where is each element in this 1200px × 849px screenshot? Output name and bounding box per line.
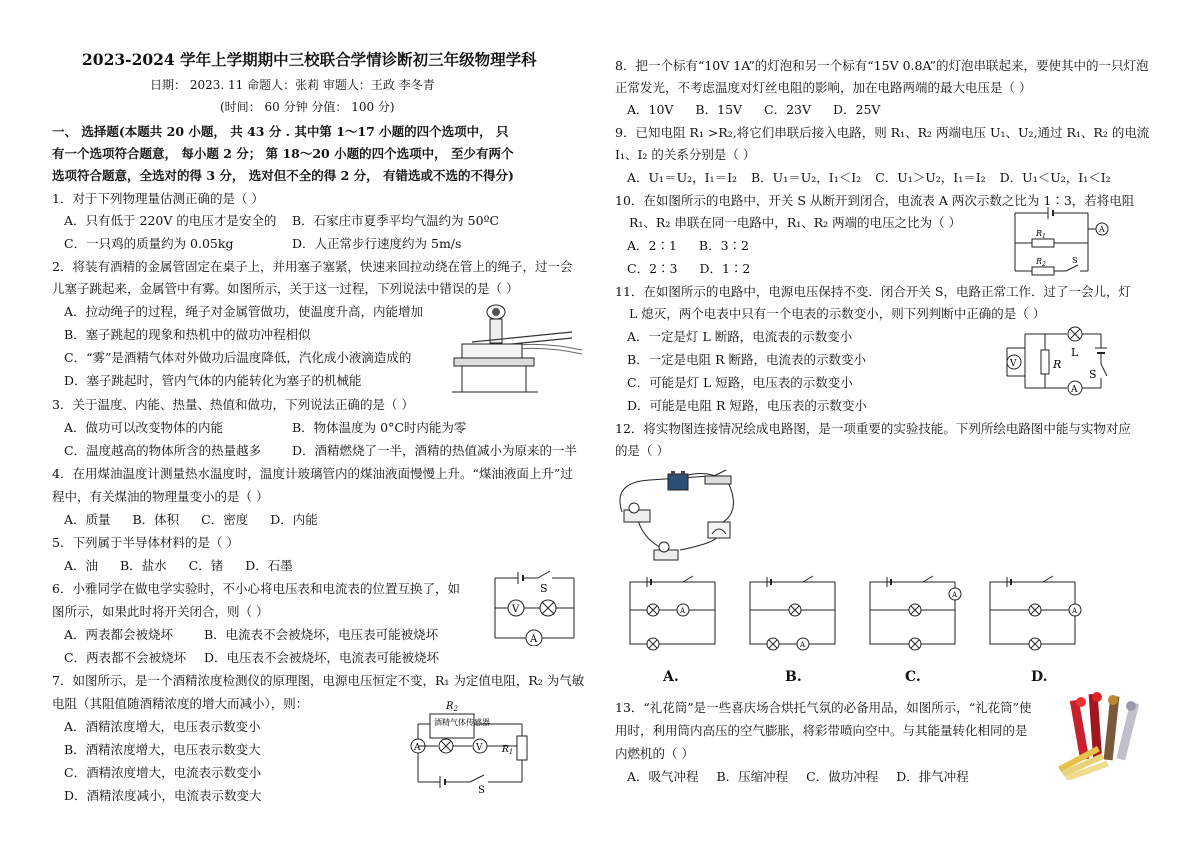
q9-stem-1: 9．已知电阻 R₁ >R₂,将它们串联后接入电路，则 R₁、R₂ 两端电压 U₁、U₂,通过 R₁、R₂ 的电流 [615,125,1150,140]
q12-circuit-d [990,576,1081,650]
q2-tube-apparatus-figure [452,302,592,397]
q6-option-c: C．两表都不会被烧坏 [64,650,187,665]
q2-stem-1: 2．将装有酒精的金属管固定在桌子上，并用塞子塞紧，快速来回拉动绕在管上的绳子，过一会 [52,259,573,274]
svg-text:S: S [540,582,548,595]
q1-stem: 1．对于下列物理量估测正确的是（ ） [52,191,264,206]
q10-stem-1: 10．在如图所示的电路中，开关 S 从断开到闭合，电流表 A 两次示数之比为 1∶3，若将电阻 [615,193,1135,208]
svg-text:R1: $R_1$ [502,745,514,756]
q7-sensor-label: 酒精气体传感器 [434,718,490,727]
q3-stem: 3．关于温度、内能、热量、热值和做功，下列说法正确的是（ ） [52,397,414,412]
q3-option-c: C．温度越高的物体所含的热量越多 [64,443,262,458]
svg-text:S: S [478,785,485,795]
q12-circuit-a [630,576,715,650]
svg-text:V: V [1010,359,1017,369]
svg-text:S: S [1089,368,1097,381]
section-heading-3: 选项符合题意，全选对的得 3 分， 选对但不全的得 2 分， 有错选或不选的不得分) [52,168,514,183]
q12-option-circuits [625,574,1165,656]
q7-option-c: C．酒精浓度增大，电流表示数变小 [64,765,262,780]
svg-text:A: A [414,743,421,753]
q12-stem-1: 12．将实物图连接情况绘成电路图，是一项重要的实验技能。下列所绘电路图中能与实物对应 [615,421,1131,436]
svg-text:V: V [476,743,483,753]
q3-option-d: D．酒精燃烧了一半，酒精的热值减小为原来的一半 [292,443,578,458]
q3-option-a: A．做功可以改变物体的内能 [64,420,224,435]
section-heading-2: 有一个选项符合题意， 每小题 2 分； 第 18～20 小题的四个选项中， 至少有两个 [52,146,514,161]
q6-option-d: D．电压表不会被烧坏，电流表可能被烧坏 [204,650,440,665]
q12-circuit-b [750,576,835,650]
q1-option-a: A．只有低于 220V 的电压才是安全的 [64,213,277,228]
q12-label-b: B. [785,669,802,685]
svg-text:R2: $R_2$ [1036,257,1046,268]
q13-stem-1: 13．“礼花筒”是一些喜庆场合烘托气氛的必备用品，如图所示，“礼花筒”使 [615,700,1032,715]
exam-title: 2023-2024 学年上学期期中三校联合学情诊断初三年级物理学科 [82,50,537,69]
q12-circuit-c [870,576,961,650]
q11-stem-2: L 熄灭，两个电表中只有一个电表的示数变小，则下列判断中正确的是（ ） [629,306,1046,321]
q11-option-d: D．可能是电阻 R 短路，电压表的示数变小 [627,398,867,413]
q11-option-b: B．一定是电阻 R 断路，电流表的示数变小 [627,352,867,367]
q1-option-d: D．人正常步行速度约为 5m/s [292,236,462,251]
svg-text:A: A [1072,607,1078,615]
svg-text:A: A [1099,225,1105,234]
q6-option-b: B．电流表不会被烧坏，电压表可能被烧坏 [204,627,439,642]
q13-options: A．吸气冲程 B．压缩冲程 C．做功冲程 D．排气冲程 [627,769,969,784]
q12-label-c: C. [905,669,921,685]
q10-options-ab: A．2∶1 B．3∶2 [627,238,749,253]
q6-option-a: A．两表都会被烧坏 [64,627,174,642]
svg-text:A: A [952,591,958,599]
q2-option-d: D．塞子跳起时，管内气体的内能转化为塞子的机械能 [64,373,362,388]
svg-text:L: L [1071,346,1079,359]
q2-option-b: B．塞子跳起的现象和热机中的做功冲程相似 [64,327,311,342]
exam-meta: 日期： 2023. 11 命题人：张莉 审题人：王政 李冬青 [150,78,435,92]
svg-text:A: A [800,641,806,649]
q8-options: A．10V B．15V C．23V D．25V [627,102,881,117]
q10-options-cd: C．2∶3 D．1∶2 [627,261,751,276]
svg-text:S: S [1072,256,1078,265]
svg-text:R: R [1053,358,1062,371]
q7-alcohol-detector-figure [410,700,530,795]
q12-stem-2: 的是（ ） [615,443,669,458]
q12-label-a: A. [663,669,679,685]
q1-option-b: B．石家庄市夏季平均气温约为 50ºC [292,213,500,228]
svg-text:A: A [1071,385,1078,395]
q2-option-c: C．“雾”是酒精气体对外做功后温度降低，汽化成小液滴造成的 [64,350,412,365]
q7-stem-1: 7．如图所示，是一个酒精浓度检测仪的原理图，电源电压恒定不变，R₁ 为定值电阻，R₂ 为气敏 [52,673,585,688]
q13-party-popper-image [1047,690,1162,780]
q2-option-a: A．拉动绳子的过程，绳子对金属管做功，使温度升高，内能增加 [64,304,424,319]
svg-text:V: V [512,604,520,615]
q8-stem-1: 8．把一个标有“10V 1A”的灯泡和另一个标有“15V 0.8A”的灯泡串联起来，要使其中的一只灯泡 [615,58,1149,73]
q7-stem-2: 电阻（其阻值随酒精浓度的增大而减小），则： [52,696,309,711]
q12-label-d: D. [1031,669,1048,685]
q7-option-a: A．酒精浓度增大，电压表示数变小 [64,719,261,734]
q4-options: A．质量 B．体积 C．密度 D．内能 [64,512,318,527]
q11-option-a: A．一定是灯 L 断路，电流表的示数变小 [627,329,853,344]
svg-text:A: A [530,634,538,645]
q1-option-c: C．一只鸡的质量约为 0.05kg [64,236,234,251]
q6-circuit-figure [490,568,580,646]
q4-stem-1: 4．在用煤油温度计测量热水温度时，温度计玻璃管内的煤油液面慢慢上升。“煤油液面上升”过 [52,466,573,481]
svg-text:R2: $R_2$ [446,701,458,713]
q8-stem-2: 正常发光，不考虑温度对灯丝电阻的影响，加在电路两端的最大电压是（ ） [615,80,1032,95]
section-heading-1: 一、 选择题(本题共 20 小题， 共 43 分 . 其中第 1～17 小题的四个选项中， 只 [52,124,509,139]
q3-option-b: B．物体温度为 0°C时内能为零 [292,420,467,435]
q10-circuit-figure [1010,205,1115,277]
q5-options: A．油 B．盐水 C．锗 D．石墨 [64,558,293,573]
q7-option-b: B．酒精浓度增大，电压表示数变大 [64,742,261,757]
q6-stem-2: 图所示，如果此时将开关闭合，则（ ） [52,604,269,619]
q5-stem: 5．下列属于半导体材料的是（ ） [52,535,239,550]
q9-stem-2: I₁、I₂ 的关系分别是（ ） [615,147,756,162]
q7-option-d: D．酒精浓度减小，电流表示数变大 [64,788,262,803]
q13-stem-2: 用时，利用筒内高压的空气膨胀，将彩带喷向空中。与其能量转化相同的是 [615,723,1028,738]
q4-stem-2: 程中，有关煤油的物理量变小的是（ ） [52,489,269,504]
q6-stem-1: 6．小雅同学在做电学实验时，不小心将电压表和电流表的位置互换了，如 [52,581,460,596]
q11-stem-1: 11．在如图所示的电路中，电源电压保持不变．闭合开关 S，电路正常工作．过了一会儿，灯 [615,284,1131,299]
q2-stem-2: 儿塞子跳起来，金属管中有雾。如图所示，关于这一过程，下列说法中错误的是（ ） [52,281,519,296]
svg-text:A: A [680,607,686,615]
q13-stem-3: 内燃机的（ ） [615,746,694,761]
q11-circuit-figure [1005,326,1115,398]
svg-text:R1: $R_1$ [1036,229,1046,240]
exam-time: (时间： 60 分钟 分值： 100 分) [220,100,395,114]
q11-option-c: C．可能是灯 L 短路，电压表的示数变小 [627,375,853,390]
q9-options: A．U₁＝U₂，I₁＝I₂ B．U₁＝U₂，I₁＜I₂ C．U₁＞U₂，I₁＝I₂ D．U₁＜U₂，I₁＜I₂ [627,170,1111,185]
q10-stem-2: R₁、R₂ 串联在同一电路中，R₁、R₂ 两端的电压之比为（ ） [629,215,962,230]
q12-physical-circuit-figure [610,462,750,574]
